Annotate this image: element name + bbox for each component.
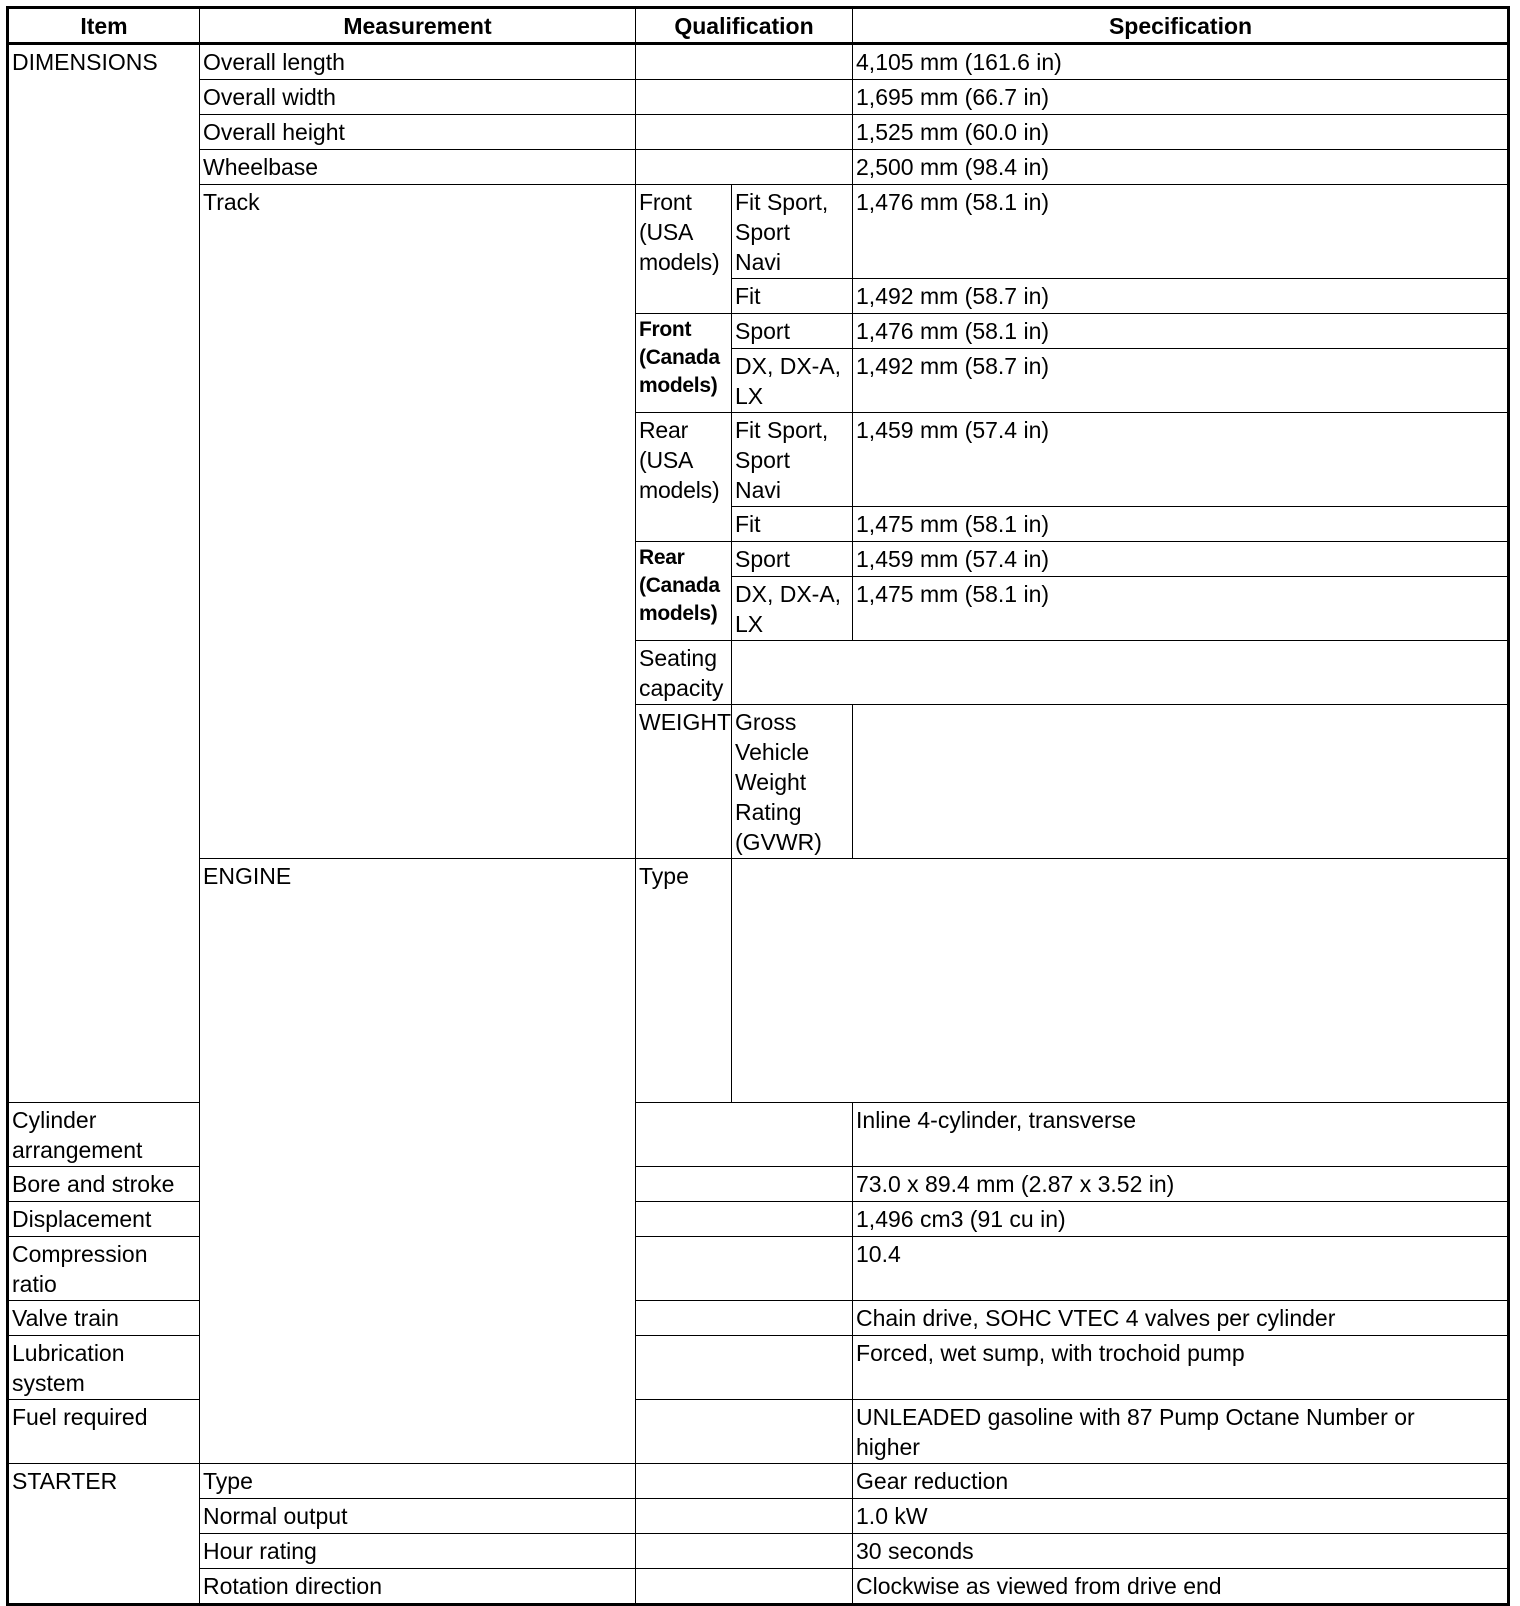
qualification-cell: [636, 1534, 853, 1569]
measurement-label: Overall length: [200, 44, 636, 80]
specification-value: 73.0 x 89.4 mm (2.87 x 3.52 in): [853, 1167, 1509, 1202]
header-row: [8, 8, 1509, 44]
table-row: [8, 80, 1509, 115]
trim-label: Fit Sport, Sport Navi: [732, 413, 853, 507]
measurement-label: Wheelbase: [200, 150, 636, 185]
specification-value: UNLEADED gasoline with 87 Pump Octane Number or higher: [853, 1400, 1509, 1464]
qualification-cell: [636, 1103, 853, 1167]
qualification-cell: [636, 1202, 853, 1237]
table-row: [8, 185, 1509, 279]
qualification-cell: [636, 1301, 853, 1336]
header-qualification: Qualification: [636, 8, 853, 44]
trim-label: Fit Sport, Sport Navi: [732, 185, 853, 279]
item-engine: ENGINE: [200, 859, 636, 1464]
qualification-cell: [636, 1400, 853, 1464]
measurement-label: Type: [636, 859, 732, 1103]
trim-label: Sport: [732, 314, 853, 349]
measurement-label: Gross Vehicle Weight Rating (GVWR): [732, 705, 853, 859]
qualification-cell: [636, 1167, 853, 1202]
measurement-label: Seating capacity: [636, 641, 732, 705]
measurement-label: Compression ratio: [8, 1237, 200, 1301]
measurement-label: Displacement: [8, 1202, 200, 1237]
table-row: [8, 859, 1509, 1103]
qualification-front-usa: Front (USA models): [636, 185, 732, 314]
qualification-rear-usa: Rear (USA models): [636, 413, 732, 542]
table-row: [8, 1534, 1509, 1569]
measurement-label: Overall height: [200, 115, 636, 150]
trim-label: Fit: [732, 279, 853, 314]
qualification-rear-canada: Rear (Canada models): [636, 542, 732, 641]
qualification-cell: [636, 44, 853, 80]
qualification-front-canada: Front (Canada models): [636, 314, 732, 413]
item-starter: STARTER: [8, 1464, 200, 1605]
measurement-label: Cylinder arrangement: [8, 1103, 200, 1167]
specification-value: 1.0 kW: [853, 1499, 1509, 1534]
qualification-cell: [732, 859, 1509, 1103]
specification-value: Clockwise as viewed from drive end: [853, 1569, 1509, 1605]
measurement-label: Overall width: [200, 80, 636, 115]
measurement-label: Fuel required: [8, 1400, 200, 1464]
measurement-label: Bore and stroke: [8, 1167, 200, 1202]
specification-value: 10.4: [853, 1237, 1509, 1301]
qualification-cell: [636, 1569, 853, 1605]
measurement-label: Rotation direction: [200, 1569, 636, 1605]
trim-label: DX, DX-A, LX: [732, 577, 853, 641]
specification-value: 1,476 mm (58.1 in): [853, 314, 1509, 349]
table-row: [8, 115, 1509, 150]
measurement-label: Hour rating: [200, 1534, 636, 1569]
specification-value: 1,475 mm (58.1 in): [853, 577, 1509, 641]
qualification-cell: [636, 150, 853, 185]
measurement-label-track: Track: [200, 185, 636, 859]
specification-value: 30 seconds: [853, 1534, 1509, 1569]
specification-value: 1,492 mm (58.7 in): [853, 349, 1509, 413]
specification-value: 1,459 mm (57.4 in): [853, 542, 1509, 577]
qualification-cell: [636, 1336, 853, 1400]
qualification-cell: [732, 641, 1509, 705]
item-dimensions: DIMENSIONS: [8, 44, 200, 1103]
trim-label: Sport: [732, 542, 853, 577]
specification-value: Inline 4-cylinder, transverse: [853, 1103, 1509, 1167]
item-weight: WEIGHT: [636, 705, 732, 859]
table-row: [8, 1464, 1509, 1499]
table-row: [8, 44, 1509, 80]
specification-value: 1,475 mm (58.1 in): [853, 507, 1509, 542]
specifications-table: [6, 6, 1510, 1606]
measurement-label: Valve train: [8, 1301, 200, 1336]
header-specification: Specification: [853, 8, 1509, 44]
qualification-cell: [636, 80, 853, 115]
specification-value: 4,105 mm (161.6 in): [853, 44, 1509, 80]
specification-value: 1,496 cm3 (91 cu in): [853, 1202, 1509, 1237]
trim-label: DX, DX-A, LX: [732, 349, 853, 413]
measurement-label: Lubrication system: [8, 1336, 200, 1400]
qualification-cell: [636, 1464, 853, 1499]
specification-value: 1,695 mm (66.7 in): [853, 80, 1509, 115]
qualification-cell: [636, 1237, 853, 1301]
measurement-label: Type: [200, 1464, 636, 1499]
qualification-cell: [636, 115, 853, 150]
table-row: [8, 1569, 1509, 1605]
specification-value: 1,476 mm (58.1 in): [853, 185, 1509, 279]
trim-label: Fit: [732, 507, 853, 542]
qualification-cell: [853, 705, 1509, 859]
specification-value: 2,500 mm (98.4 in): [853, 150, 1509, 185]
specification-value: 1,492 mm (58.7 in): [853, 279, 1509, 314]
qualification-cell: [636, 1499, 853, 1534]
table-row: [8, 1499, 1509, 1534]
table-row: [8, 150, 1509, 185]
specification-value: Forced, wet sump, with trochoid pump: [853, 1336, 1509, 1400]
specification-value: Gear reduction: [853, 1464, 1509, 1499]
specification-value: 1,525 mm (60.0 in): [853, 115, 1509, 150]
measurement-label: Normal output: [200, 1499, 636, 1534]
header-item: Item: [8, 8, 200, 44]
header-measurement: Measurement: [200, 8, 636, 44]
specification-value: 1,459 mm (57.4 in): [853, 413, 1509, 507]
specification-value: Chain drive, SOHC VTEC 4 valves per cylinder: [853, 1301, 1509, 1336]
